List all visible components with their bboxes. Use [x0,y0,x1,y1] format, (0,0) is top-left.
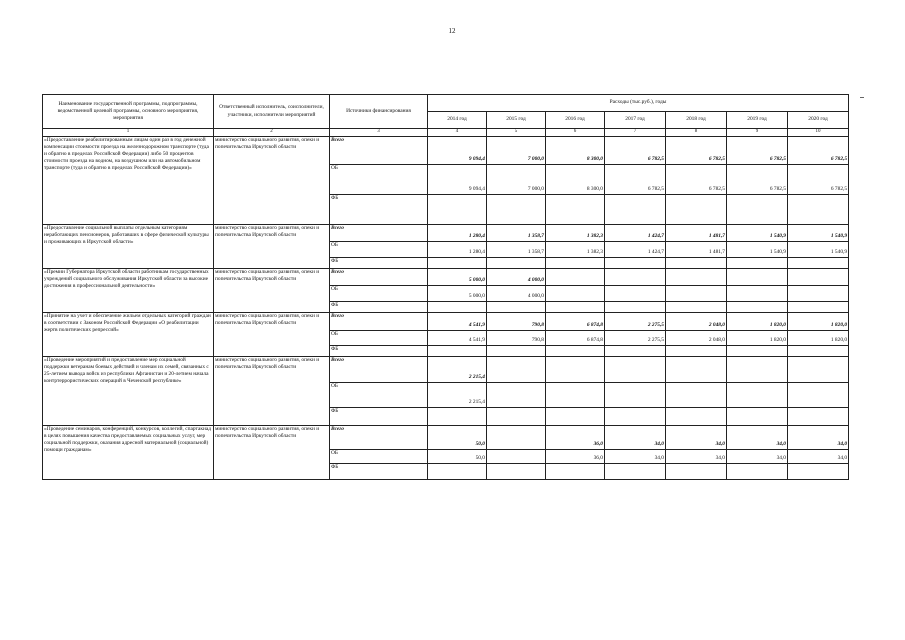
expense-value: 34,0 [788,449,849,463]
expense-value [487,463,546,479]
expense-value [788,285,849,301]
expense-value [605,301,666,312]
expense-value: 1 540,9 [727,224,788,241]
funding-source: Всего [330,312,428,330]
expense-value [727,301,788,312]
expense-value: 34,0 [605,449,666,463]
funding-source: ФБ [330,463,428,479]
expense-value [546,194,605,224]
expense-value: 34,0 [666,425,727,449]
expense-value: 8 300,0 [546,136,605,164]
expense-value: 7 000,0 [487,164,546,194]
expense-value: 6 782,5 [788,136,849,164]
funding-source: ОБ [330,285,428,301]
expense-value: 8 300,0 [546,164,605,194]
expense-value [666,382,727,407]
table-row [43,224,849,241]
activity-name: «Предоставление реабилитированным лицам один раз в год денежной компенсации стоимости проезда на железнодорожном транспорте (туда и обратно в пределах Российской Федерации) либо 50 процентов стоимости проезда на водном, на воздушном или на автомобильном транспорте (туда и обратно в пределах Российской Федерации)» [43,136,214,224]
funding-source: Всего [330,224,428,241]
expense-value [546,382,605,407]
expense-value: 2 215,4 [428,382,487,407]
expense-value [487,449,546,463]
expense-value [666,194,727,224]
expense-value [605,382,666,407]
expense-value [487,382,546,407]
expense-value: 2 048,0 [666,312,727,330]
expense-value [546,257,605,268]
activity-name: «Принятие на учет и обеспечение жильем отдельных категорий граждан в соответствии с Законом Российской Федерации «О реабилитации жертв политических репрессий» [43,312,214,356]
expense-value: 1 280,4 [428,224,487,241]
funding-source: ФБ [330,301,428,312]
expense-value: 6 782,5 [666,136,727,164]
table-row [43,425,849,449]
column-number: 8 [666,129,727,137]
margin-mark [860,97,864,98]
expense-value: 9 094,4 [428,164,487,194]
expense-value [788,407,849,425]
expense-value [788,194,849,224]
activity-name: «Премии Губернатора Иркутской области работникам государственных учреждений социального обслуживания Иркутской области за высокие достижения в профессиональной деятельности» [43,268,214,312]
expense-value [605,407,666,425]
expense-value [487,407,546,425]
activity-name: «Проведение мероприятий и предоставление мер социальной поддержки ветеранам боевых действий и членам их семей, связанных с 25-летием вывода войск из республики Афганистан и 20-летием начала контртеррористических операций в Чеченской республике» [43,356,214,425]
expense-value: 5 000,0 [428,268,487,285]
expense-value: 1 481,7 [666,241,727,257]
expense-value [666,301,727,312]
column-number: 6 [546,129,605,137]
executor: министерство социального развития, опеки и попечительства Иркутской области [214,224,330,268]
expense-value [546,356,605,382]
expense-value [727,356,788,382]
funding-source: Всего [330,268,428,285]
expense-value [428,194,487,224]
funding-source: ОБ [330,241,428,257]
header-year: 2018 год [666,112,727,129]
expense-value [546,301,605,312]
expense-value: 36,0 [546,425,605,449]
header-year: 2019 год [727,112,788,129]
column-number: 1 [43,129,214,137]
expense-value: 36,0 [546,449,605,463]
funding-source: ОБ [330,330,428,345]
expense-value: 4 000,0 [487,285,546,301]
expense-value: 1 358,7 [487,241,546,257]
expense-value [546,345,605,356]
table-header [43,95,849,137]
expense-value [605,345,666,356]
expense-value: 34,0 [788,425,849,449]
table-row [43,356,849,382]
expense-value [788,268,849,285]
expense-value [487,194,546,224]
executor: министерство социального развития, опеки и попечительства Иркутской области [214,268,330,312]
expense-value [666,356,727,382]
executor: министерство социального развития, опеки и попечительства Иркутской области [214,136,330,224]
funding-source: Всего [330,136,428,164]
expense-value: 4 541,9 [428,312,487,330]
expense-value: 50,0 [428,425,487,449]
expense-value [666,407,727,425]
expense-value: 6 874,8 [546,330,605,345]
expense-value: 50,0 [428,449,487,463]
expense-value [788,257,849,268]
activity-name: «Предоставление социальной выплаты отдельным категориям неработающих пенсионеров, работавших в сфере физической культуры и проживающих в Иркутской области» [43,224,214,268]
expense-value [788,463,849,479]
expense-value [428,301,487,312]
expense-value: 2 275,5 [605,312,666,330]
expense-value: 1 424,7 [605,241,666,257]
expense-value: 1 540,9 [788,241,849,257]
funding-source: Всего [330,425,428,449]
column-number: 10 [788,129,849,137]
funding-source: ОБ [330,164,428,194]
funding-source: Всего [330,356,428,382]
header-year: 2014 год [428,112,487,129]
expense-value [546,268,605,285]
expense-value: 7 000,0 [487,136,546,164]
expense-value [788,382,849,407]
expense-value [788,345,849,356]
expense-value: 6 782,5 [605,164,666,194]
column-number: 2 [214,129,330,137]
expense-value [428,463,487,479]
funding-source: ФБ [330,257,428,268]
header-year: 2020 год [788,112,849,129]
expense-value: 1 820,0 [788,312,849,330]
column-number: 7 [605,129,666,137]
expense-value [666,345,727,356]
expense-value [605,356,666,382]
expense-value [605,194,666,224]
column-number: 3 [330,129,428,137]
expense-value [605,285,666,301]
expense-value [666,463,727,479]
header-year: 2015 год [487,112,546,129]
expense-value [487,356,546,382]
funding-source: ФБ [330,194,428,224]
expense-value: 1 820,0 [727,330,788,345]
expense-value: 4 541,9 [428,330,487,345]
expense-value [428,345,487,356]
expense-value: 1 820,0 [727,312,788,330]
expense-value [487,345,546,356]
expense-value: 2 215,4 [428,356,487,382]
funding-source: ФБ [330,345,428,356]
expense-value [546,407,605,425]
header-year: 2016 год [546,112,605,129]
executor: министерство социального развития, опеки и попечительства Иркутской области [214,312,330,356]
expense-value: 1 481,7 [666,224,727,241]
expense-value [727,268,788,285]
expense-value: 790,8 [487,330,546,345]
expense-value [428,407,487,425]
expense-value [727,382,788,407]
expense-value [546,463,605,479]
expense-value: 2 048,0 [666,330,727,345]
expense-value [788,301,849,312]
expense-value: 1 540,9 [788,224,849,241]
page-number: 12 [448,27,456,35]
funding-source: ОБ [330,449,428,463]
expense-value: 4 000,0 [487,268,546,285]
executor: министерство социального развития, опеки и попечительства Иркутской области [214,356,330,425]
expense-value [487,257,546,268]
expense-value [727,285,788,301]
expense-value [428,257,487,268]
expense-value: 2 275,5 [605,330,666,345]
expense-value: 1 540,9 [727,241,788,257]
table-row [43,268,849,285]
header-source: Источники финансирования [330,95,428,129]
expense-value: 9 094,4 [428,136,487,164]
expense-value [727,407,788,425]
expense-value: 1 382,3 [546,241,605,257]
table-body [43,136,849,479]
expense-value: 6 782,5 [727,136,788,164]
expense-value [487,425,546,449]
column-number: 4 [428,129,487,137]
table-row [43,136,849,164]
expense-value: 1 820,0 [788,330,849,345]
expense-value: 1 280,4 [428,241,487,257]
expense-value: 6 782,5 [788,164,849,194]
header-expenses: Расходы (тыс.руб.), годы [428,95,849,112]
expense-value: 34,0 [727,449,788,463]
expense-value: 6 874,8 [546,312,605,330]
header-year: 2017 год [605,112,666,129]
expense-value [666,285,727,301]
expense-value: 6 782,5 [605,136,666,164]
expense-value [666,268,727,285]
expense-value [788,356,849,382]
expense-value [727,345,788,356]
expense-value [546,285,605,301]
header-name: Наименование государственной программы, подпрограммы, ведомственной целевой программы, основного мероприятия, мероприятия [43,95,214,129]
expense-value: 6 782,5 [666,164,727,194]
table-row [43,312,849,330]
activity-name: «Проведение семинаров, конференций, конкурсов, коллегий, спартакиад в целях повышения качества предоставляемых социальных услуг, мер социальной поддержки, оказания адресной материальной (социальной) помощи гражданам» [43,425,214,479]
expense-value: 1 424,7 [605,224,666,241]
expense-value [605,257,666,268]
header-executor: Ответственный исполнитель, соисполнители, участники, исполнители мероприятий [214,95,330,129]
expense-value: 790,8 [487,312,546,330]
expense-value: 1 382,3 [546,224,605,241]
column-number: 9 [727,129,788,137]
funding-source: ФБ [330,407,428,425]
expense-value: 34,0 [727,425,788,449]
expense-value [727,463,788,479]
executor: министерство социального развития, опеки и попечительства Иркутской области [214,425,330,479]
expense-value: 1 358,7 [487,224,546,241]
expense-value [727,257,788,268]
expense-value: 5 000,0 [428,285,487,301]
expense-value [666,257,727,268]
expense-value [605,463,666,479]
expense-value [727,194,788,224]
expense-value: 6 782,5 [727,164,788,194]
expense-value: 34,0 [666,449,727,463]
expense-value [605,268,666,285]
expense-value [487,301,546,312]
funding-source: ОБ [330,382,428,407]
budget-table [42,94,849,480]
expense-value: 34,0 [605,425,666,449]
column-number: 5 [487,129,546,137]
